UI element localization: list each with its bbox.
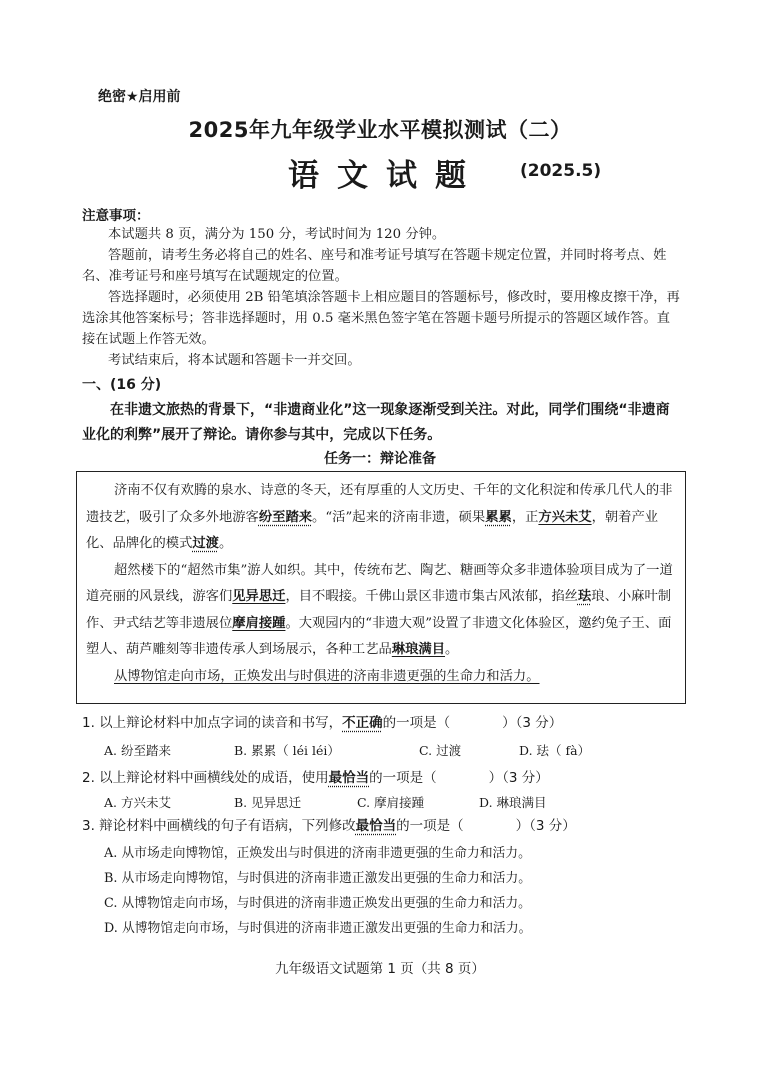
material-paragraph (86, 478, 680, 558)
material-text-run: 琅、小麻叶制作、尹式结艺等非遗展位 (86, 589, 672, 631)
task-title: 任务一：辩论准备 (324, 451, 436, 467)
notice-item: 答题前，请考生务必将自己的姓名、座号和准考证号填写在答题卡规定位置，并同时将考点、姓名、准考证号和座号填写在试题规定的位置。 (82, 248, 667, 284)
option-c[interactable]: C. 从博物馆走向市场，与时俱进的济南非遗正焕发出更强的生命力和活力。 (104, 896, 531, 911)
question-1-stem (82, 711, 702, 731)
option-b[interactable]: B. 从市场走向博物馆，与时俱进的济南非遗正激发出更强的生命力和活力。 (104, 871, 532, 886)
answer-blank[interactable] (441, 770, 485, 782)
underlined-idiom: 方兴未艾 (538, 509, 592, 525)
option-a[interactable]: A. 方兴未艾 (104, 795, 171, 810)
emphasis-word: 不正确 (342, 715, 383, 731)
option-a[interactable]: A. 纷至踏来 (104, 743, 171, 758)
notice-item: 考试结束后，将本试题和答题卡一并交回。 (108, 353, 361, 368)
option-d[interactable]: D. 从博物馆走向市场，与时俱进的济南非遗正激发出更强的生命力和活力。 (104, 921, 532, 936)
question-2-stem (82, 766, 702, 786)
option-d[interactable]: D. 珐（ fà） (519, 743, 591, 758)
question-text: 的一项是（ (396, 818, 464, 834)
question-3-stem (82, 814, 702, 834)
dotted-word: 过渡 (192, 536, 219, 551)
notice-body (82, 224, 682, 371)
underlined-idiom: 琳琅满目 (391, 642, 446, 657)
answer-blank[interactable] (454, 715, 498, 727)
dotted-word: 珐 (577, 589, 592, 604)
option-c[interactable]: C. 过渡 (419, 743, 462, 758)
material-text-run: 。“活”起来的济南非遗，硕果 (312, 509, 486, 525)
option-d[interactable]: D. 琳琅满目 (479, 795, 547, 810)
question-text: 的一项是（ (382, 715, 451, 731)
emphasis-word: 最恰当 (328, 770, 370, 786)
underlined-idiom: 摩肩接踵 (232, 615, 286, 631)
subject-title: 语文试题 (288, 158, 484, 194)
exam-date: (2025.5) (520, 161, 602, 181)
material-text-run: 超然楼下的“超然市集”游人如织。其中，传统布艺、陶艺、糖画等众多非遗体验项目成为了一道道亮丽的风景线，游客们 (86, 562, 673, 604)
exam-title: 2025年九年级学业水平模拟测试（二） (188, 118, 572, 142)
option-b[interactable]: B. 见异思迁 (234, 795, 302, 810)
question-text: 1. 以上辩论材料中加点字词的读音和书写， (82, 715, 343, 731)
page-footer: 九年级语文试题第 1 页（共 8 页） (275, 961, 485, 977)
material-text-run: ，朝着产业化、品牌化的模式 (86, 509, 659, 551)
material-text-run: 。 (218, 536, 233, 551)
section-heading: 一、(16 分) (82, 377, 162, 393)
confidential-label: 绝密★启用前 (98, 89, 181, 105)
material-text-run: 。 (445, 642, 459, 657)
material-text-run: ，目不暇接。千佛山景区非遗市集古风浓郁，掐丝 (285, 589, 578, 604)
question-score: ）（3 分） (515, 818, 576, 834)
underlined-idiom: 见异思迁 (232, 589, 286, 604)
dotted-word: 纷至踏来 (258, 509, 313, 525)
answer-blank[interactable] (468, 818, 512, 830)
notice-heading: 注意事项： (82, 208, 150, 224)
notice-item: 答选择题时，必须使用 2B 铅笔填涂答题卡上相应题目的答题标号，修改时，要用橡皮擦干净，再选涂其他答案标号；答非选择题时，用 0.5 毫米黑色签字笔在答题卡题号所提示的答题区域作答。直接在试题上作答无效。 (82, 290, 680, 347)
notice-item: 本试题共 8 页，满分为 150 分，考试时间为 120 分钟。 (108, 227, 446, 242)
question-text: 的一项是（ (369, 770, 437, 786)
option-c[interactable]: C. 摩肩接踵 (357, 795, 425, 810)
section-intro (82, 398, 682, 448)
material-text-run: ，正 (511, 509, 539, 525)
question-score: ）（3 分） (502, 715, 563, 731)
emphasis-word: 最恰当 (355, 818, 397, 834)
material-text-run: 济南不仅有欢腾的泉水、诗意的冬天，还有厚重的人文历史、千年的文化积淀和传承几代人的非遗技艺，吸引了众多外地游客 (86, 483, 673, 525)
question-score: ）（3 分） (488, 770, 549, 786)
option-a[interactable]: A. 从市场走向博物馆，正焕发出与时俱进的济南非遗更强的生命力和活力。 (104, 846, 531, 861)
faulty-sentence: 从博物馆走向市场，正焕发出与时俱进的济南非遗更强的生命力和活力。 (114, 668, 540, 684)
material-text (86, 478, 680, 690)
material-paragraph (86, 558, 680, 664)
material-text-run: 。大观园内的“非遗大观”设置了非遗文化体验区，邀约兔子王、面塑人、葫芦雕刻等非遗传承人到场展示，各种工艺品 (86, 615, 672, 657)
option-b[interactable]: B. 累累（ léi léi） (234, 743, 340, 758)
question-text: 3. 辩论材料中画横线的句子有语病，下列修改 (82, 818, 356, 834)
question-text: 2. 以上辩论材料中画横线处的成语，使用 (82, 770, 329, 786)
section-intro-text: 在非遗文旅热的背景下，“非遗商业化”这一现象逐渐受到关注。对此，同学们围绕“非遗商业化的利弊”展开了辩论。请你参与其中，完成以下任务。 (82, 402, 670, 443)
dotted-word: 累累 (485, 509, 512, 525)
